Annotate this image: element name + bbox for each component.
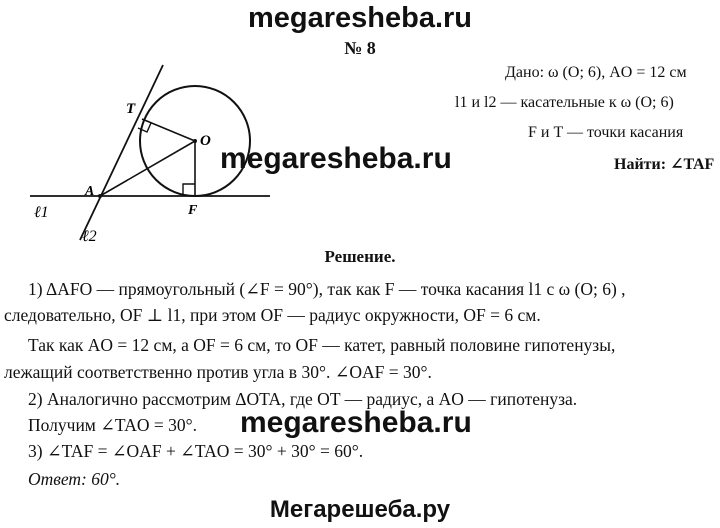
segment-ot [142, 119, 195, 141]
solution-line-6: Получим ∠TAO = 30°. [28, 415, 197, 435]
label-o: O [200, 133, 211, 149]
right-angle-t [138, 123, 151, 132]
problem-number: № 8 [344, 38, 376, 58]
solution-line-7: 3) ∠TAF = ∠OAF + ∠TAO = 30° + 30° = 60°. [28, 441, 364, 461]
given-line-2: l1 и l2 — касательные к ω (O; 6) [455, 94, 674, 111]
solution-line-3: Так как AO = 12 см, а OF = 6 см, то OF — катет, равный половине гипотенузы, [28, 335, 616, 355]
watermark-top: megaresheba.ru [220, 142, 452, 175]
point-o [193, 139, 197, 143]
answer-line: Ответ: 60°. [28, 469, 121, 489]
label-l1: ℓ1 [34, 204, 49, 221]
solution-heading: Решение. [324, 247, 396, 266]
label-l2: ℓ2 [82, 228, 97, 245]
watermark-mid: megaresheba.ru [240, 406, 472, 439]
tangent-l2 [80, 65, 163, 240]
site-title: megaresheba.ru [247, 2, 473, 34]
label-f: F [188, 203, 198, 218]
footer-site: Мегарешеба.ру [269, 496, 451, 523]
solution-line-2: следовательно, OF ⊥ l1, при этом OF — радиус окружности, OF = 6 см. [4, 305, 541, 325]
given-line-4: Найти: ∠TAF [614, 156, 715, 173]
given-line-1: Дано: ω (O; 6), AO = 12 см [505, 64, 687, 81]
point-a [98, 194, 102, 198]
label-t: T [126, 101, 136, 117]
solution-line-4: лежащий соответственно против угла в 30°. ∠OAF = 30°. [4, 362, 432, 382]
label-a: A [85, 184, 95, 199]
solution-line-5: 2) Аналогично рассмотрим ΔOTA, где OT — радиус, а AO — гипотенуза. [28, 389, 578, 409]
given-line-3: F и T — точки касания [528, 124, 684, 141]
solution-line-1: 1) ΔAFO — прямоугольный (∠F = 90°), так как F — точка касания l1 с ω (O; 6) , [28, 279, 626, 299]
